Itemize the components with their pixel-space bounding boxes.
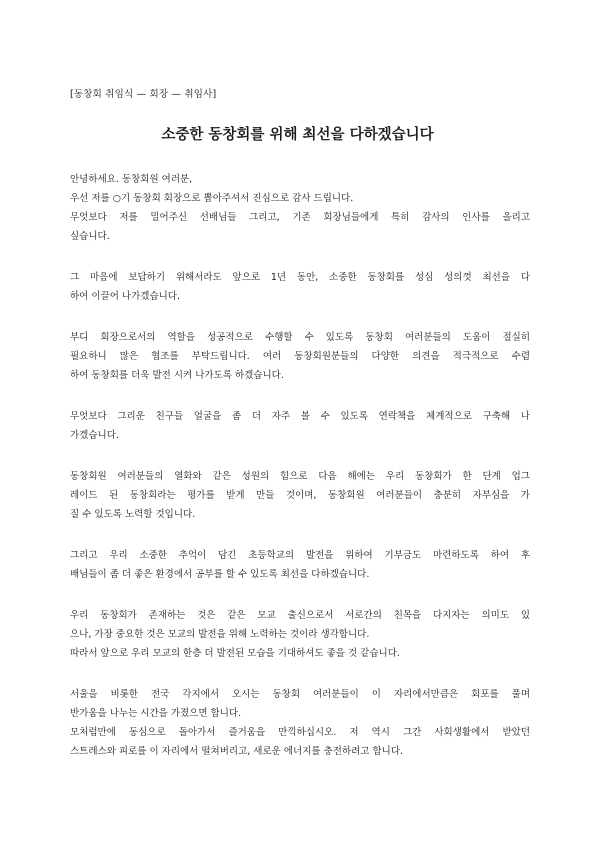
text-line: 그 마음에 보답하기 위해서라도 앞으로 1년 동안, 소중한 동창회를 성심 성의껏 최선을 다 [70, 272, 530, 283]
paragraph [70, 328, 530, 385]
paragraph [70, 467, 530, 524]
paragraph [70, 407, 530, 445]
text-line: 우리 동창회가 존재하는 것은 같은 모교 출신으로서 서로간의 친목을 다지자는 의미도 있 [70, 610, 530, 621]
text-line: 부디 회장으로서의 역할을 성공적으로 수행할 수 있도록 동창회 여러분들의 도움이 절실히 [70, 332, 530, 343]
text-line: 우선 저를 ○기 동창회 회장으로 뽑아주셔서 진심으로 감사 드립니다. [70, 193, 354, 204]
text-line: 하여 동창회를 더욱 발전 시켜 나가도록 하겠습니다. [70, 370, 284, 381]
text-line: 그리고 우리 소중한 추억이 담긴 초등학교의 발전을 위하여 기부금도 마련하도록 하여 후 [70, 550, 530, 561]
text-line: 따라서 앞으로 우리 모교의 한층 더 발전된 모습을 기대하셔도 좋을 것 같습니다. [70, 648, 400, 659]
text-line: 서울을 비롯한 전국 각지에서 오시는 동창회 여러분들이 이 자리에서만큼은 회포를 풀며 [70, 689, 530, 700]
document-tag: [동창회 취임식 — 회장 — 취임사] [70, 89, 217, 100]
text-line: 스트레스와 피로를 이 자리에서 떨쳐버리고, 새로운 에너지를 충전하려고 합니다. [70, 746, 404, 757]
text-line: 으나, 가장 중요한 것은 모교의 발전을 위해 노력하는 것이라 생각합니다. [70, 629, 370, 640]
document-body [70, 170, 530, 783]
text-line: 동창회원 여러분들의 열화와 같은 성원의 힘으로 다음 해에는 우리 동창회가 한 단계 업그 [70, 471, 530, 482]
text-line: 안녕하세요. 동창회원 여러분, [70, 174, 193, 185]
text-line: 싶습니다. [70, 231, 110, 242]
text-line: 모처럼만에 동심으로 돌아가서 즐거움을 만끽하십시오. 저 역시 그간 사회생활에서 받았던 [70, 727, 530, 738]
text-line: 배님들이 좀 더 좋은 환경에서 공부를 할 수 있도록 최선을 다하겠습니다. [70, 569, 370, 580]
text-line: 무엇보다 그리운 친구들 얼굴을 좀 더 자주 볼 수 있도록 연락책을 체계적으로 구축해 나 [70, 411, 530, 422]
text-line: 반가움을 나누는 시간을 가졌으면 합니다. [70, 708, 242, 719]
text-line: 레이드 된 동창회라는 평가를 받게 만들 것이며, 동창회원 여러분들이 충분히 자부심을 가 [70, 490, 530, 501]
paragraph [70, 170, 530, 246]
text-line: 가겠습니다. [70, 430, 119, 441]
text-line: 무엇보다 저를 밀어주신 선배님들 그리고, 기존 회장님들에게 특히 감사의 인사를 올리고 [70, 212, 530, 223]
paragraph [70, 606, 530, 663]
text-line: 하여 이끌어 나가겠습니다. [70, 291, 181, 302]
paragraph [70, 268, 530, 306]
paragraph [70, 546, 530, 584]
paragraph [70, 685, 530, 761]
document-title: 소중한 동창회를 위해 최선을 다하겠습니다 [161, 127, 434, 143]
text-line: 필요하니 많은 협조를 부탁드립니다. 여러 동창회원분들의 다양한 의견을 적극적으로 수렴 [70, 351, 530, 362]
text-line: 질 수 있도록 노력할 것입니다. [70, 509, 196, 520]
